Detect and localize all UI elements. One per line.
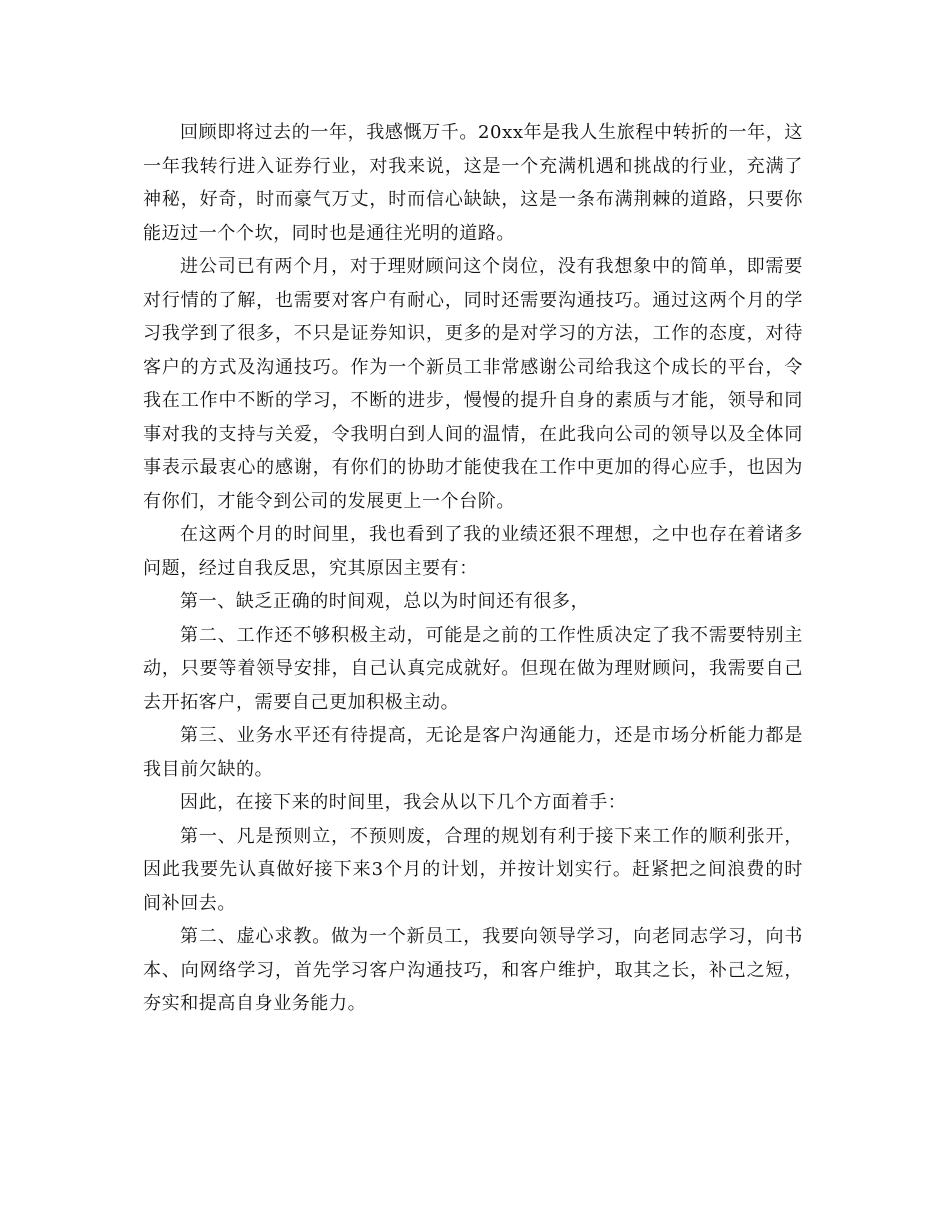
document-body	[143, 116, 803, 1021]
paragraph-problem-3: 第三、业务水平还有待提高，无论是客户沟通能力，还是市场分析能力都是我目前欠缺的。	[143, 725, 803, 780]
paragraph-intro: 回顾即将过去的一年，我感慨万千。20xx年是我人生旅程中转折的一年，这一年我转行进入证券行业，对我来说，这是一个充满机遇和挑战的行业，充满了神秘，好奇，时而豪气万丈，时而信心缺缺，这是一条布满荆棘的道路，只要你能迈过一个个坎，同时也是通往光明的道路。	[143, 122, 803, 244]
paragraph-plan-intro: 因此，在接下来的时间里，我会从以下几个方面着手：	[180, 792, 627, 813]
paragraph-two-months: 进公司已有两个月，对于理财顾问这个岗位，没有我想象中的简单，即需要对行情的了解，也需要对客户有耐心，同时还需要沟通技巧。通过这两个月的学习我学到了很多，不只是证券知识，更多的是对学习的方法，工作的态度，对待客户的方式及沟通技巧。作为一个新员工非常感谢公司给我这个成长的平台，令我在工作中不断的学习，不断的进步，慢慢的提升自身的素质与才能，领导和同事对我的支持与关爱，令我明白到人间的温情，在此我向公司的领导以及全体同事表示最衷心的感谢，有你们的协助才能使我在工作中更加的得心应手，也因为有你们，才能令到公司的发展更上一个台阶。	[143, 256, 803, 512]
paragraph-plan-1: 第一、凡是预则立，不预则废，合理的规划有利于接下来工作的顺利张开，因此我要先认真做好接下来3个月的计划，并按计划实行。赶紧把之间浪费的时间补回去。	[143, 825, 803, 914]
paragraph-problem-2: 第二、工作还不够积极主动，可能是之前的工作性质决定了我不需要特别主动，只要等着领导安排，自己认真完成就好。但现在做为理财顾问，我需要自己去开拓客户，需要自己更加积极主动。	[143, 624, 803, 713]
paragraph-problem-1: 第一、缺乏正确的时间观，总以为时间还有很多，	[180, 591, 590, 612]
paragraph-problems-intro: 在这两个月的时间里，我也看到了我的业绩还狠不理想，之中也存在着诸多问题，经过自我反思，究其原因主要有：	[143, 524, 803, 579]
paragraph-plan-2: 第二、虚心求教。做为一个新员工，我要向领导学习，向老同志学习，向书本、向网络学习，首先学习客户沟通技巧，和客户维护，取其之长，补己之短，夯实和提高自身业务能力。	[143, 926, 803, 1014]
